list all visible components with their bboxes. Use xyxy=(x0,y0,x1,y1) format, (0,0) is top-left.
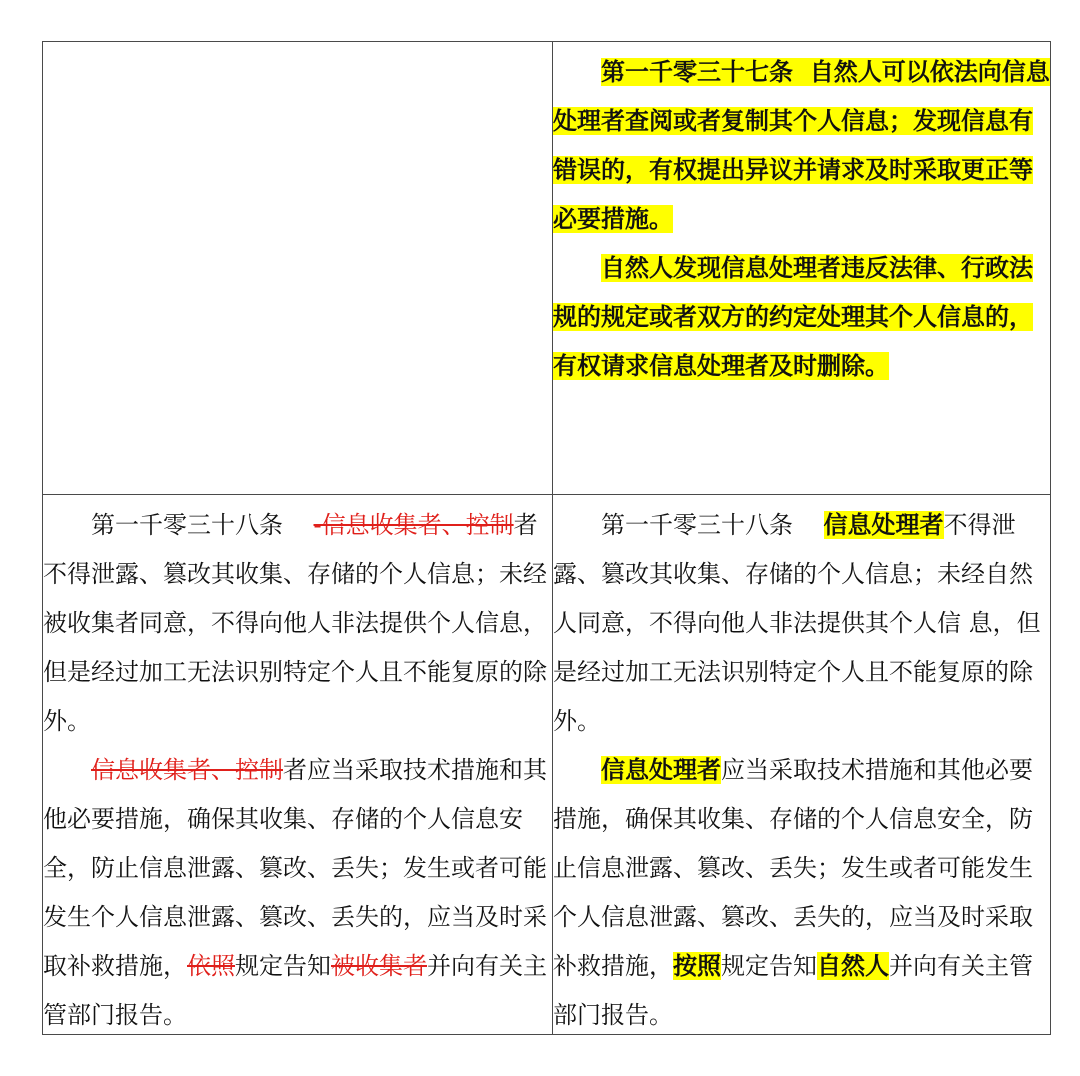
text-run: 第一千零三十八条 xyxy=(601,511,824,539)
comparison-table xyxy=(42,41,1051,1035)
text-run: 者应当采取技术措施和其他必要措施，确保其收集、存储的个人信息安全，防止信息泄露、篡改、丢失；发生或者可能发生个人信息泄露、篡改、丢失的，应当及时采取补救措施， xyxy=(43,756,547,980)
article-1037-paragraph-1-text: 第一千零三十七条 自然人可以依法向信息处理者查阅或者复制其个人信息；发现信息有错误的，有权提出异议并请求及时采取更正等必要措施。 xyxy=(553,58,1050,233)
old-text-cell-article-1038 xyxy=(43,495,552,1035)
deleted-text: 依照 xyxy=(187,952,235,980)
new-text-cell-article-1038 xyxy=(553,495,1051,1035)
article-1037-paragraph-2-text: 自然人发现信息处理者违反法律、行政法规的规定或者双方的约定处理其个人信息的，有权请求信息处理者及时删除。 xyxy=(553,254,1033,380)
text-run: 第一千零三十八条 xyxy=(91,511,314,539)
highlighted-text: 信息处理者 xyxy=(601,756,721,784)
new-article-1038-paragraph-2 xyxy=(553,746,1051,1035)
highlighted-text: 自然人 xyxy=(817,952,889,980)
new-text-cell-article-1037 xyxy=(553,42,1051,494)
text-run: 规定告知 xyxy=(721,952,817,980)
text-run: 并向有关主管部门报告。 xyxy=(43,952,547,1029)
text-run: 者不得泄露、篡改其收集、存储的个人信息；未经被收集者同意，不得向他人非法提供个人信息，但是经过加工无法识别特定个人且不能复原的除外。 xyxy=(43,511,547,735)
text-run: 并向有关主管部门报告。 xyxy=(553,952,1033,1029)
text-run: 应当采取技术措施和其他必要措施，确保其收集、存储的个人信息安全，防止信息泄露、篡改、丢失；发生或者可能发生个人信息泄露、篡改、丢失的，应当及时采取补救措施， xyxy=(553,756,1033,980)
article-1037-paragraph-1 xyxy=(553,48,1051,244)
text-run: 不得泄露、篡改其收集、存储的个人信息；未经自然人同意，不得向他人非法提供其个人信 息，但是经过加工无法识别特定个人且不能复原的除外。 xyxy=(553,511,1041,735)
highlighted-text: 信息处理者 xyxy=(823,511,944,539)
old-article-1038-paragraph-1 xyxy=(43,501,552,746)
deleted-text: -信息收集者、控制 xyxy=(313,511,514,539)
article-1037-paragraph-2 xyxy=(553,244,1051,391)
new-article-1038-paragraph-1 xyxy=(553,501,1051,746)
deleted-text: 信息收集者、控制 xyxy=(91,756,283,784)
highlighted-text: 按照 xyxy=(673,952,721,980)
deleted-text: 被收集者 xyxy=(331,952,427,980)
text-run: 规定告知 xyxy=(235,952,331,980)
old-article-1038-paragraph-2 xyxy=(43,746,552,1035)
old-text-cell-empty xyxy=(43,42,552,494)
